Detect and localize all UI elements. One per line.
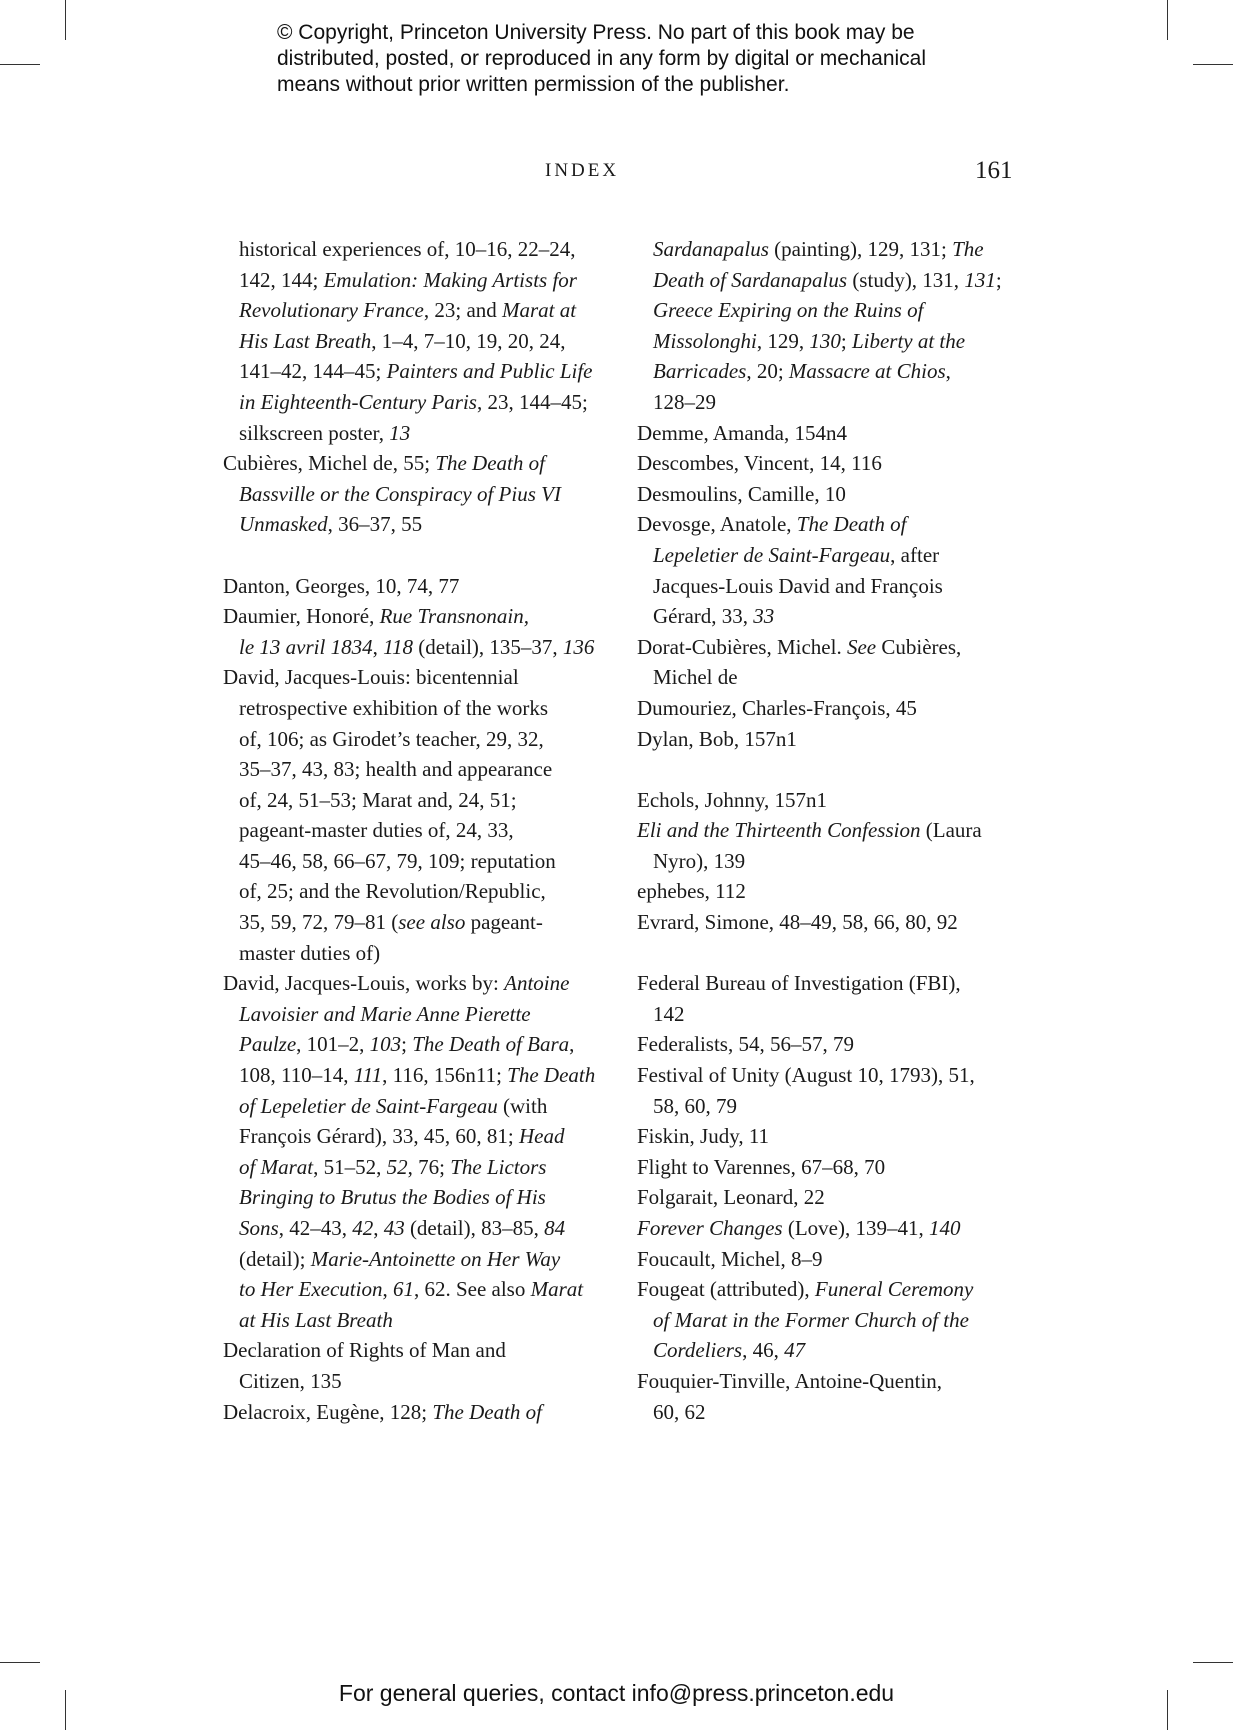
index-entry-line: retrospective exhibition of the works xyxy=(239,695,549,720)
index-entry-line: David, Jacques-Louis, works by: Antoine xyxy=(223,971,570,996)
index-entry xyxy=(223,968,603,1335)
index-entry-line: 35, 59, 72, 79–81 (see also pageant- xyxy=(239,910,543,935)
crop-mark xyxy=(1167,0,1168,40)
index-entry xyxy=(223,448,603,540)
index-entry xyxy=(637,785,1009,816)
index-entry xyxy=(637,693,1009,724)
index-entry-line: Missolonghi, 129, 130; Liberty at the xyxy=(653,328,966,353)
index-entry xyxy=(637,1274,1009,1366)
copyright-line: means without prior written permission of the publisher. xyxy=(277,73,790,96)
index-entry-line: 60, 62 xyxy=(653,1399,706,1424)
index-entry-line: Flight to Varennes, 67–68, 70 xyxy=(637,1154,886,1179)
index-entry-line: Cubières, Michel de, 55; The Death of xyxy=(223,451,545,476)
index-entry xyxy=(223,601,603,662)
index-entry xyxy=(223,571,603,602)
index-entry xyxy=(223,1335,603,1396)
index-entry-line: Greece Expiring on the Ruins of xyxy=(653,298,924,323)
index-entry-line: of Lepeletier de Saint-Fargeau (with xyxy=(239,1093,548,1118)
index-entry-line: Evrard, Simone, 48–49, 58, 66, 80, 92 xyxy=(637,910,958,935)
index-entry xyxy=(637,1366,1009,1427)
index-entry-line: Desmoulins, Camille, 10 xyxy=(637,481,846,506)
copyright-line: © Copyright, Princeton University Press. No part of this book may be xyxy=(277,21,915,44)
index-entry-line: Fouquier-Tinville, Antoine-Quentin, xyxy=(637,1368,943,1393)
index-column-left xyxy=(223,234,603,1427)
index-entry-line: le 13 avril 1834, 118 (detail), 135–37, 136 xyxy=(239,634,595,659)
index-entry-line: Fiskin, Judy, 11 xyxy=(637,1124,770,1149)
index-entry-line: of Marat in the Former Church of the xyxy=(653,1307,969,1332)
index-entry-line: Forever Changes (Love), 139–41, 140 xyxy=(637,1216,961,1240)
section-gap xyxy=(223,540,603,571)
index-entry xyxy=(637,1121,1009,1152)
index-entry-line: of, 106; as Girodet’s teacher, 29, 32, xyxy=(239,726,544,751)
index-entry xyxy=(637,968,1009,1029)
index-entry-line: ephebes, 112 xyxy=(637,879,746,904)
index-entry-line: 35–37, 43, 83; health and appearance xyxy=(239,757,553,782)
crop-mark xyxy=(1193,64,1233,65)
index-entry-line: pageant-master duties of, 24, 33, xyxy=(239,818,514,843)
index-entry xyxy=(637,1182,1009,1213)
index-entry-line: 141–42, 144–45; Painters and Public Life xyxy=(239,359,593,384)
index-entry-line: His Last Breath, 1–4, 7–10, 19, 20, 24, xyxy=(239,328,566,353)
index-entry-line: Declaration of Rights of Man and xyxy=(223,1338,506,1363)
index-entry xyxy=(223,662,603,968)
index-entry-line: Lepeletier de Saint-Fargeau, after xyxy=(653,542,940,567)
index-entry-line: to Her Execution, 61, 62. See also Marat xyxy=(239,1277,584,1302)
index-entry xyxy=(637,1244,1009,1275)
index-entry xyxy=(637,448,1009,479)
copyright-line: distributed, posted, or reproduced in any form by digital or mechanical xyxy=(277,47,927,70)
index-entry-line: of, 25; and the Revolution/Republic, xyxy=(239,879,546,904)
index-entry-line: Danton, Georges, 10, 74, 77 xyxy=(223,573,460,598)
index-column-right xyxy=(637,234,1009,1427)
index-entry-line: Dylan, Bob, 157n1 xyxy=(637,726,797,751)
index-entry-line: Revolutionary France, 23; and Marat at xyxy=(239,298,577,323)
index-entry-line: master duties of) xyxy=(239,940,381,965)
index-entry xyxy=(637,1060,1009,1121)
index-entry-line: David, Jacques-Louis: bicentennial xyxy=(223,665,519,690)
index-entry-line: of Marat, 51–52, 52, 76; The Lictors xyxy=(239,1154,547,1179)
index-entry-line: 45–46, 58, 66–67, 79, 109; reputation xyxy=(239,848,556,873)
index-entry-line: Sardanapalus (painting), 129, 131; The xyxy=(653,237,984,261)
section-title: INDEX xyxy=(545,160,620,181)
index-entry xyxy=(637,632,1009,693)
index-entry-line: Echols, Johnny, 157n1 xyxy=(637,787,827,812)
index-entry-line: Gérard, 33, 33 xyxy=(653,604,775,629)
index-entry-line: Bassville or the Conspiracy of Pius VI xyxy=(239,481,561,506)
index-entry-line: historical experiences of, 10–16, 22–24, xyxy=(239,237,576,261)
index-entry-line: Barricades, 20; Massacre at Chios, xyxy=(653,359,951,384)
index-entry-line: Folgarait, Leonard, 22 xyxy=(637,1185,825,1210)
running-head xyxy=(0,157,1233,190)
index-entry-continuation xyxy=(637,234,1009,418)
index-entry-line: Daumier, Honoré, Rue Transnonain, xyxy=(223,604,529,629)
index-entry-line: Dumouriez, Charles-François, 45 xyxy=(637,695,917,720)
index-entry xyxy=(637,1029,1009,1060)
index-entry-line: Bringing to Brutus the Bodies of His xyxy=(239,1185,546,1210)
index-entry xyxy=(223,1397,603,1428)
crop-mark xyxy=(1193,1662,1233,1663)
index-entry xyxy=(637,907,1009,938)
index-entry xyxy=(637,418,1009,449)
index-entry-line: Foucault, Michel, 8–9 xyxy=(637,1246,823,1271)
index-entry-line: Federalists, 54, 56–57, 79 xyxy=(637,1032,854,1057)
index-entry-line: 128–29 xyxy=(653,389,716,414)
index-entry-line: Sons, 42–43, 42, 43 (detail), 83–85, 84 xyxy=(239,1216,566,1240)
index-entry xyxy=(637,1152,1009,1183)
index-entry-line: Delacroix, Eugène, 128; The Death of xyxy=(223,1399,542,1424)
crop-mark xyxy=(0,1662,40,1663)
index-entry-line: François Gérard), 33, 45, 60, 81; Head xyxy=(239,1124,565,1149)
footer-contact: For general queries, contact info@press.princeton.edu xyxy=(338,1680,895,1706)
index-entry xyxy=(637,509,1009,631)
index-entry-line: Eli and the Thirteenth Confession (Laura xyxy=(637,818,982,843)
section-gap xyxy=(637,754,1009,785)
index-entry-line: Citizen, 135 xyxy=(239,1368,342,1393)
index-entry-line: Fougeat (attributed), Funeral Ceremony xyxy=(637,1277,974,1302)
index-entry-line: 58, 60, 79 xyxy=(653,1093,737,1118)
index-entry-line: Federal Bureau of Investigation (FBI), xyxy=(637,971,961,996)
index-entry-line: (detail); Marie-Antoinette on Her Way xyxy=(239,1246,561,1271)
section-gap xyxy=(637,938,1009,969)
index-entry-line: Lavoisier and Marie Anne Pierette xyxy=(239,1001,531,1026)
index-entry-line: Jacques-Louis David and François xyxy=(653,573,943,598)
index-entry xyxy=(637,724,1009,755)
index-entry-line: Dorat-Cubières, Michel. See Cubières, xyxy=(637,634,962,659)
index-entry-line: Cordeliers, 46, 47 xyxy=(653,1338,806,1363)
index-entry xyxy=(637,876,1009,907)
index-entry-line: in Eighteenth-Century Paris, 23, 144–45; xyxy=(239,389,588,414)
index-entry-line: Devosge, Anatole, The Death of xyxy=(637,512,907,537)
index-entry-line: Demme, Amanda, 154n4 xyxy=(637,420,847,445)
index-entry-continuation xyxy=(223,234,603,448)
crop-mark xyxy=(0,64,40,65)
index-entry-line: Michel de xyxy=(653,665,738,690)
index-entry-line: Festival of Unity (August 10, 1793), 51, xyxy=(637,1063,975,1088)
index-entry-line: 142 xyxy=(653,1001,685,1026)
index-entry-line: Death of Sardanapalus (study), 131, 131; xyxy=(653,267,1002,292)
index-entry-line: of, 24, 51–53; Marat and, 24, 51; xyxy=(239,787,517,812)
index-entry-line: Nyro), 139 xyxy=(653,848,746,873)
index-entry-line: at His Last Breath xyxy=(239,1307,393,1332)
page-number: 161 xyxy=(975,157,1013,184)
index-entry-line: silkscreen poster, 13 xyxy=(239,420,411,445)
copyright-notice xyxy=(277,20,997,98)
index-entry-line: 108, 110–14, 111, 116, 156n11; The Death xyxy=(239,1063,596,1088)
crop-mark xyxy=(65,0,66,40)
index-entry-line: 142, 144; Emulation: Making Artists for xyxy=(239,267,577,292)
index-entry-line: Unmasked, 36–37, 55 xyxy=(239,512,423,537)
index-entry xyxy=(637,1213,1009,1244)
index-entry xyxy=(637,479,1009,510)
index-entry-line: Descombes, Vincent, 14, 116 xyxy=(637,451,882,476)
index-entry xyxy=(637,815,1009,876)
index-entry-line: Paulze, 101–2, 103; The Death of Bara, xyxy=(239,1032,575,1057)
